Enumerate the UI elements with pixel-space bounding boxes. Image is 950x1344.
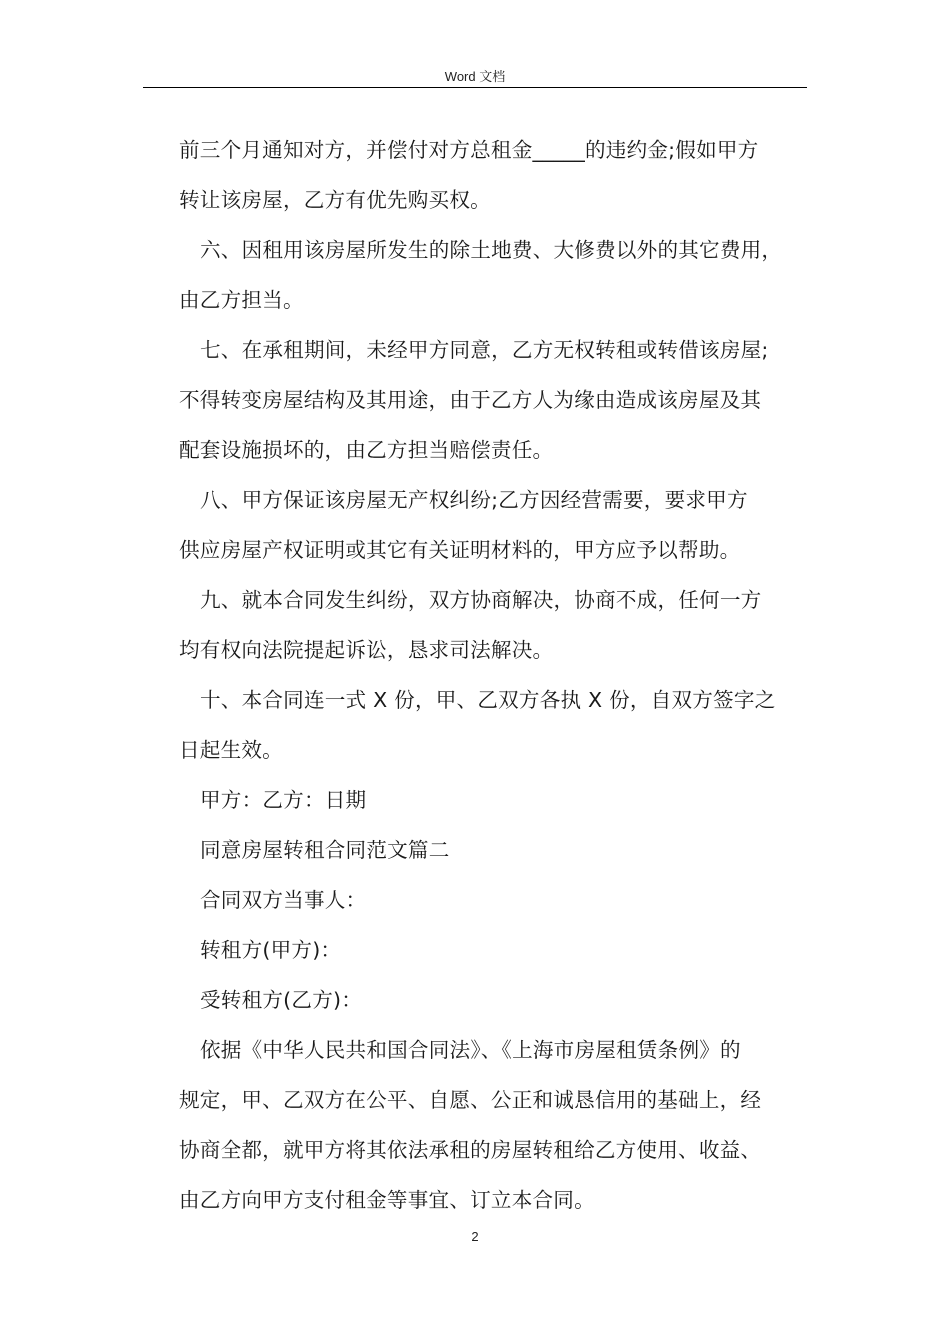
text-line: 同意房屋转租合同范文篇二 [200, 838, 450, 862]
text-line: 八、甲方保证该房屋无产权纠纷;乙方因经营需要，要求甲方 [200, 488, 748, 512]
text-line: 甲方：乙方：日期 [200, 788, 367, 812]
text-line: 转让该房屋，乙方有优先购买权。 [179, 188, 491, 212]
text-line: 日起生效。 [179, 738, 283, 762]
text-line: 转租方(甲方)： [200, 938, 342, 962]
text-line: 受转租方(乙方)： [200, 988, 363, 1012]
text-line: 七、在承租期间，未经甲方同意，乙方无权转租或转借该房屋; [200, 338, 769, 362]
header-divider [143, 87, 807, 88]
document-body [179, 125, 819, 1225]
text-line: 均有权向法院提起诉讼，恳求司法解决。 [179, 638, 554, 662]
text-line: 合同双方当事人： [200, 888, 367, 912]
text-line: 供应房屋产权证明或其它有关证明材料的，甲方应予以帮助。 [179, 538, 741, 562]
text-line: 六、因租用该房屋所发生的除土地费、大修费以外的其它费用， [200, 238, 783, 262]
text-line: 由乙方担当。 [179, 288, 304, 312]
text-line: 十、本合同连一式 X 份，甲、乙双方各执 X 份，自双方签字之 [200, 688, 776, 712]
text-line: 规定，甲、乙双方在公平、自愿、公正和诚恳信用的基础上，经 [179, 1088, 762, 1112]
page-header: Word 文档 [444, 69, 506, 84]
text-line: 由乙方向甲方支付租金等事宜、订立本合同。 [179, 1188, 595, 1212]
text-line: 前三个月通知对方，并偿付对方总租金_____的违约金;假如甲方 [179, 138, 759, 162]
text-line: 九、就本合同发生纠纷，双方协商解决，协商不成，任何一方 [200, 588, 762, 612]
text-line: 配套设施损坏的，由乙方担当赔偿责任。 [179, 438, 554, 462]
text-line: 协商全都，就甲方将其依法承租的房屋转租给乙方使用、收益、 [179, 1138, 762, 1162]
page-number: 2 [471, 1229, 479, 1244]
text-line: 依据《中华人民共和国合同法》、《上海市房屋租赁条例》的 [200, 1038, 741, 1062]
text-line: 不得转变房屋结构及其用途，由于乙方人为缘由造成该房屋及其 [179, 388, 762, 412]
